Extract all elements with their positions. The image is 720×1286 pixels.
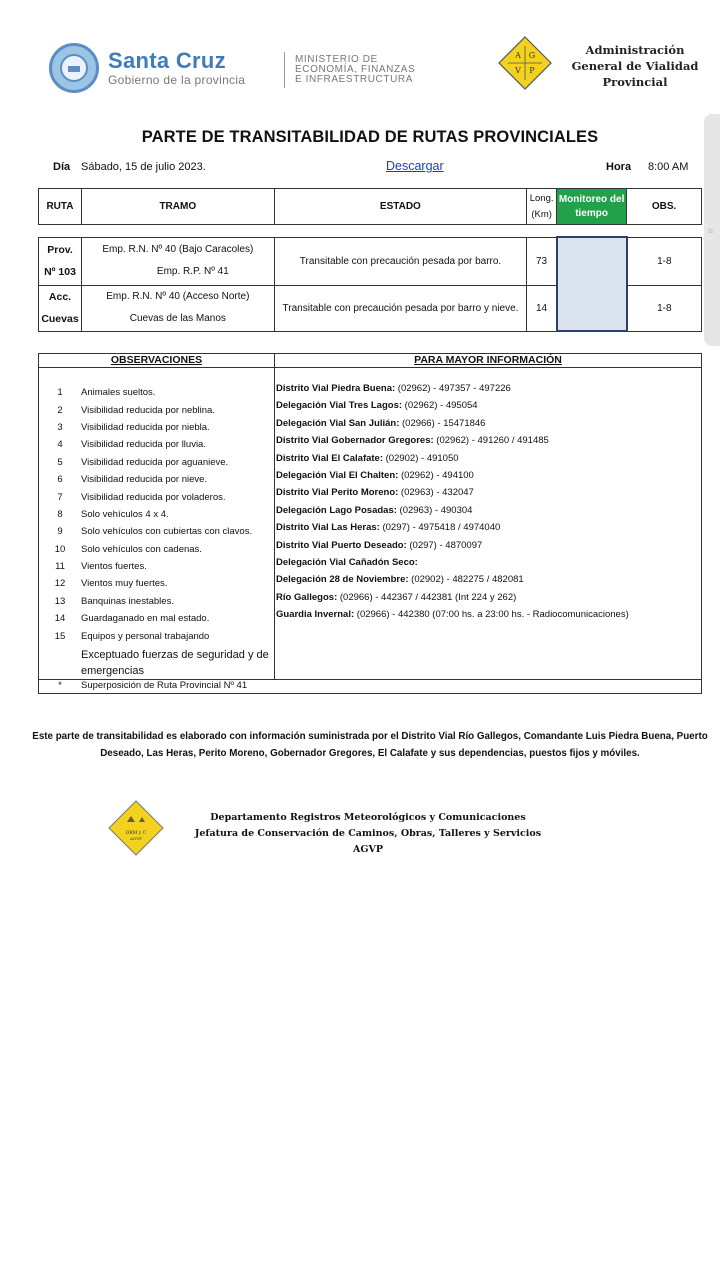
department-line: AGVP bbox=[353, 844, 383, 855]
contact-item bbox=[276, 450, 701, 467]
routes-table bbox=[38, 236, 702, 332]
observations-list bbox=[39, 368, 275, 680]
page-title: PARTE DE TRANSITABILIDAD DE RUTAS PROVINCIALES bbox=[141, 128, 599, 146]
contact-item bbox=[276, 606, 701, 623]
observations-extra-note: Exceptuado fuerzas de seguridad y de emergencias bbox=[81, 648, 269, 677]
tramo-end: Cuevas de las Manos bbox=[129, 313, 226, 324]
col-long-line: (Km) bbox=[531, 208, 552, 220]
footnote: Este parte de transitabilidad es elaborado con información suministrada por el Distrito Vial Río Gallegos, Comandante Luis Piedra Buena, Puerto Deseado, Las Heras, Perito Moreno, Gobernador Gregores, El Calafate y sus dependencias, puestos fijos y móviles. bbox=[32, 731, 708, 759]
contact-name: Distrito Vial Puerto Deseado: bbox=[276, 539, 407, 551]
observation-number: 9 bbox=[57, 526, 63, 538]
contact-name: Distrito Vial Perito Moreno: bbox=[276, 487, 399, 499]
tramo-start: Emp. R.N. Nº 40 (Bajo Caracoles) bbox=[102, 244, 254, 255]
observation-text: Visibilidad reducida por voladeros. bbox=[81, 491, 226, 503]
route-code bbox=[39, 285, 82, 331]
agvp-letter: A bbox=[515, 51, 521, 60]
observation-number: 15 bbox=[54, 630, 66, 642]
list-item bbox=[39, 454, 274, 471]
agvp-letter: G bbox=[528, 51, 536, 60]
contact-name: Delegación 28 de Noviembre: bbox=[276, 574, 409, 586]
contact-name: Delegación Vial Cañadón Seco: bbox=[276, 556, 418, 568]
contact-detail: (02966) - 442380 (07:00 hs. a 23:00 hs. - Radiocomunicaciones) bbox=[354, 609, 629, 621]
agvp-title bbox=[560, 42, 710, 90]
list-item bbox=[39, 471, 274, 488]
list-item bbox=[39, 419, 274, 436]
time-label: Hora bbox=[606, 161, 632, 173]
contact-detail: (0297) - 4975418 / 4974040 bbox=[379, 522, 501, 534]
observation-number: 1 bbox=[57, 387, 63, 399]
col-monitoreo-line: Monitoreo del bbox=[558, 193, 625, 205]
ministry-line: E INFRAESTRUCTURA bbox=[295, 74, 413, 85]
download-link[interactable]: Descargar bbox=[386, 159, 444, 173]
brand-name: Santa Cruz bbox=[108, 48, 226, 73]
day-label: Día bbox=[53, 161, 71, 173]
list-item bbox=[39, 541, 274, 558]
contact-detail: (02962) - 497357 - 497226 bbox=[395, 383, 511, 394]
contact-detail: (02966) - 442367 / 442381 (Int 224 y 262) bbox=[337, 591, 517, 603]
agvp-diamond-logo bbox=[498, 36, 552, 90]
observation-number: 4 bbox=[57, 439, 63, 451]
observation-text: Banquinas inestables. bbox=[81, 595, 174, 607]
list-item bbox=[39, 593, 274, 610]
list-item bbox=[39, 436, 274, 453]
contact-name: Distrito Vial El Calafate: bbox=[276, 452, 383, 464]
observation-text: Equipos y personal trabajando bbox=[81, 630, 210, 642]
contact-item bbox=[276, 589, 701, 606]
contact-item bbox=[276, 502, 701, 519]
list-item bbox=[39, 506, 274, 523]
department-signature bbox=[168, 810, 568, 858]
contact-item bbox=[276, 537, 701, 554]
ministry-label bbox=[295, 55, 415, 85]
routes-table-header bbox=[38, 188, 702, 225]
drmc-logo-text: DRM y C bbox=[125, 831, 147, 836]
route-code-line: Cuevas bbox=[41, 313, 79, 325]
col-long-line: Long. bbox=[529, 192, 554, 204]
contact-name: Guardia Invernal: bbox=[276, 609, 355, 621]
col-long bbox=[527, 189, 557, 225]
contact-item bbox=[276, 519, 701, 536]
col-monitoreo bbox=[557, 189, 627, 225]
observation-text: Solo vehículos 4 x 4. bbox=[81, 508, 169, 520]
department-line: Jefatura de Conservación de Caminos, Obras, Talleres y Servicios bbox=[194, 828, 542, 839]
observations-footer-row bbox=[39, 679, 702, 693]
contact-name: Delegación Lago Posadas: bbox=[276, 504, 397, 516]
agvp-title-line: Administración bbox=[585, 43, 685, 57]
route-length: 14 bbox=[527, 285, 557, 331]
observation-number: 11 bbox=[55, 561, 65, 573]
contact-item bbox=[276, 554, 701, 571]
observation-number: 13 bbox=[54, 595, 66, 607]
list-item bbox=[39, 558, 274, 575]
observation-number: 5 bbox=[57, 456, 63, 468]
contact-name: Delegación Vial San Julián: bbox=[276, 417, 400, 429]
brand-subtitle: Gobierno de la provincia bbox=[108, 73, 246, 87]
contact-detail: (02963) - 490304 bbox=[396, 504, 473, 516]
contact-item bbox=[276, 571, 701, 588]
contact-name: Río Gallegos: bbox=[276, 591, 338, 603]
observation-number: 12 bbox=[54, 578, 66, 590]
observation-text: Visibilidad reducida por nieve. bbox=[81, 474, 208, 486]
route-obs: 1-8 bbox=[627, 285, 702, 331]
observation-number: 10 bbox=[54, 543, 66, 555]
route-estado: Transitable con precaución pesada por barro. bbox=[274, 237, 527, 285]
ministry-line: ECONOMÍA, FINANZAS bbox=[295, 64, 416, 75]
observation-text: Vientos muy fuertes. bbox=[81, 578, 168, 590]
day-value: Sábado, 15 de julio 2023. bbox=[81, 161, 206, 173]
observation-number: 3 bbox=[57, 421, 63, 433]
observations-table bbox=[38, 353, 702, 694]
contact-name: Delegación Vial Tres Lagos: bbox=[276, 400, 403, 412]
contact-detail: (02963) - 432047 bbox=[398, 487, 474, 499]
footer-mark: * bbox=[58, 679, 62, 691]
drmc-logo-text: AGVP bbox=[130, 836, 142, 841]
route-code-line: Acc. bbox=[48, 291, 72, 303]
col-monitoreo-line: tiempo bbox=[575, 207, 608, 219]
contact-detail: (02902) - 491050 bbox=[383, 452, 459, 464]
route-estado: Transitable con precaución pesada por barro y nieve. bbox=[274, 285, 527, 331]
observation-number: 7 bbox=[57, 491, 63, 503]
observation-text: Vientos fuertes. bbox=[81, 561, 147, 573]
contact-name: Distrito Vial Las Heras: bbox=[276, 522, 380, 534]
ministry-line: MINISTERIO DE bbox=[295, 54, 378, 65]
observation-number: 2 bbox=[57, 404, 63, 416]
observation-text: Visibilidad reducida por niebla. bbox=[81, 421, 210, 433]
contact-item bbox=[276, 467, 701, 484]
contact-detail: (02962) - 491260 / 491485 bbox=[433, 435, 549, 447]
tramo-start: Emp. R.N. Nº 40 (Acceso Norte) bbox=[106, 291, 250, 302]
observation-number: 6 bbox=[57, 474, 63, 486]
observation-text: Visibilidad reducida por lluvia. bbox=[81, 439, 206, 451]
contact-item bbox=[276, 415, 701, 432]
more-info-header: PARA MAYOR INFORMACIÓN bbox=[275, 354, 702, 368]
observation-number: 8 bbox=[57, 508, 63, 520]
agvp-title-line: Provincial bbox=[602, 75, 668, 89]
contact-detail: (02962) - 495054 bbox=[402, 400, 478, 412]
contact-item bbox=[276, 380, 701, 397]
department-line: Departamento Registros Meteorológicos y Comunicaciones bbox=[210, 812, 526, 823]
col-estado: ESTADO bbox=[274, 189, 527, 225]
observations-header: OBSERVACIONES bbox=[39, 354, 275, 368]
contacts-list bbox=[275, 368, 702, 680]
route-code-line: Prov. bbox=[47, 244, 73, 256]
observation-text: Solo vehículos con cadenas. bbox=[81, 543, 202, 555]
tramo-end: Emp. R.P. Nº 41 bbox=[156, 266, 229, 277]
observation-text: Animales sueltos. bbox=[81, 387, 156, 399]
contact-detail: (0297) - 4870097 bbox=[406, 539, 483, 551]
observation-text: Visibilidad reducida por neblina. bbox=[81, 404, 215, 416]
route-code bbox=[39, 237, 82, 285]
route-obs: 1-8 bbox=[627, 237, 702, 285]
contact-detail: (02966) - 15471846 bbox=[399, 417, 486, 429]
observation-text: Visibilidad reducida por aguanieve. bbox=[81, 456, 229, 468]
observation-text: Guardaganado en mal estado. bbox=[81, 613, 210, 625]
contact-item bbox=[276, 397, 701, 414]
list-item bbox=[39, 610, 274, 627]
list-item bbox=[39, 401, 274, 418]
list-item bbox=[39, 523, 274, 540]
list-item bbox=[39, 575, 274, 592]
list-item bbox=[39, 488, 274, 505]
contact-detail: (02962) - 494100 bbox=[398, 469, 474, 481]
contact-detail: (02902) - 482275 / 482081 bbox=[408, 574, 524, 586]
brand-divider bbox=[284, 52, 285, 88]
observation-number: 14 bbox=[54, 613, 66, 625]
route-length: 73 bbox=[527, 237, 557, 285]
weather-monitor-cell bbox=[557, 237, 627, 331]
list-item bbox=[39, 627, 274, 644]
contact-name: Distrito Vial Gobernador Gregores: bbox=[276, 435, 434, 447]
route-tramo bbox=[81, 237, 274, 285]
contact-name: Delegación Vial El Chalten: bbox=[276, 469, 399, 481]
agvp-letter: P bbox=[529, 66, 535, 75]
grip-icon: ≡ bbox=[708, 226, 714, 236]
observation-text: Solo vehículos con cubiertas con clavos. bbox=[81, 526, 253, 538]
contact-item bbox=[276, 432, 701, 449]
contact-name: Distrito Vial Piedra Buena: bbox=[276, 383, 396, 394]
table-row bbox=[39, 237, 702, 285]
agvp-title-line: General de Vialidad bbox=[571, 59, 699, 73]
list-item bbox=[39, 384, 274, 401]
time-value: 8:00 AM bbox=[648, 161, 689, 173]
agvp-letter: V bbox=[515, 66, 521, 75]
footer-text: Superposición de Ruta Provincial Nº 41 bbox=[81, 679, 248, 691]
col-tramo: TRAMO bbox=[81, 189, 274, 225]
col-ruta: RUTA bbox=[39, 189, 82, 225]
col-obs: OBS. bbox=[627, 189, 702, 225]
drmc-diamond-logo bbox=[108, 800, 164, 856]
route-tramo bbox=[81, 285, 274, 331]
route-code-line: Nº 103 bbox=[44, 266, 76, 278]
contact-item bbox=[276, 484, 701, 501]
santa-cruz-seal-logo bbox=[49, 43, 99, 93]
